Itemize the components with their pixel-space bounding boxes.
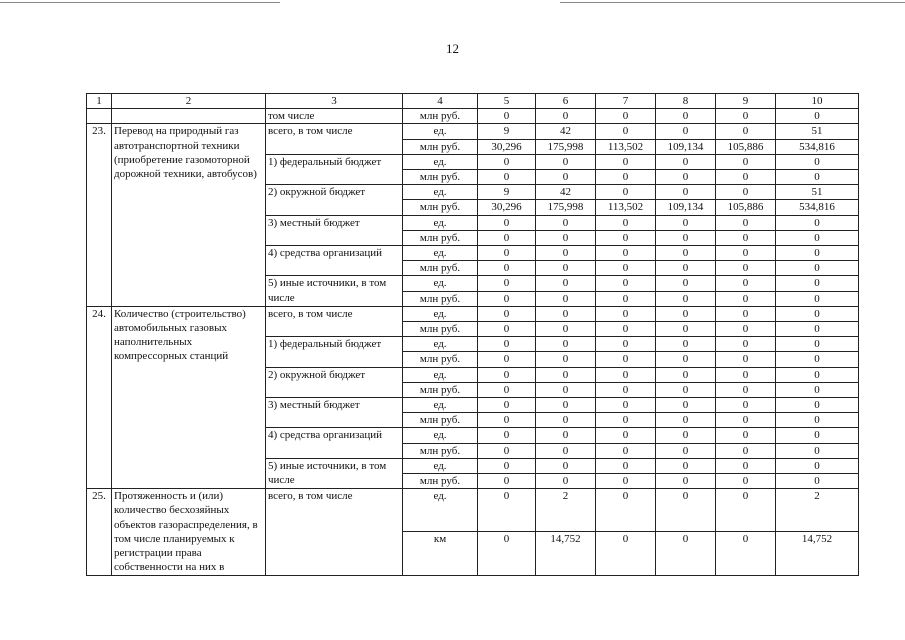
value-cell: 0	[536, 215, 596, 230]
value-cell: 0	[776, 337, 859, 352]
value-cell: 0	[716, 185, 776, 200]
value-cell: 0	[776, 261, 859, 276]
value-cell: 175,998	[536, 200, 596, 215]
unit-cell: млн руб.	[403, 200, 478, 215]
value-cell: 0	[716, 124, 776, 139]
value-cell: 0	[536, 154, 596, 169]
value-cell: 109,134	[656, 139, 716, 154]
value-cell: 0	[536, 367, 596, 382]
value-cell: 0	[776, 458, 859, 473]
value-cell: 0	[656, 261, 716, 276]
value-cell: 0	[596, 170, 656, 185]
value-cell: 0	[776, 382, 859, 397]
funding-source-label: всего, в том числе	[266, 124, 403, 154]
value-cell: 0	[596, 306, 656, 321]
value-cell: 0	[656, 474, 716, 489]
value-cell: 0	[478, 382, 536, 397]
top-rule-right	[560, 2, 905, 3]
header-cell: 3	[266, 94, 403, 109]
table-row-continuation	[87, 109, 859, 124]
value-cell: 0	[656, 458, 716, 473]
value-cell: 0	[596, 532, 656, 575]
table-body	[87, 94, 859, 576]
table-row	[87, 306, 859, 321]
value-cell: 0	[656, 322, 716, 337]
value-cell: 0	[656, 276, 716, 291]
value-cell: 0	[716, 352, 776, 367]
value-cell: 0	[478, 154, 536, 169]
header-cell: 5	[478, 94, 536, 109]
value-cell: 0	[776, 367, 859, 382]
funding-source-label: 4) средства организаций	[266, 428, 403, 458]
value-cell: 0	[478, 367, 536, 382]
value-cell: 0	[656, 413, 716, 428]
value-cell: 0	[596, 413, 656, 428]
value-cell: 14,752	[776, 532, 859, 575]
value-cell: 0	[776, 322, 859, 337]
unit-cell: ед.	[403, 367, 478, 382]
unit-cell: млн руб.	[403, 230, 478, 245]
value-cell: 30,296	[478, 139, 536, 154]
funding-source-label: 5) иные источники, в том числе	[266, 276, 403, 306]
table-row	[87, 124, 859, 139]
value-cell: 0	[716, 443, 776, 458]
value-cell: 0	[478, 261, 536, 276]
value-cell: 0	[596, 352, 656, 367]
value-cell: 0	[716, 246, 776, 261]
unit-cell: ед.	[403, 215, 478, 230]
header-cell: 1	[87, 94, 112, 109]
value-cell: 0	[478, 489, 536, 532]
value-cell: 0	[596, 367, 656, 382]
value-cell: 0	[478, 109, 536, 124]
funding-source-label: 3) местный бюджет	[266, 215, 403, 245]
value-cell: 0	[716, 306, 776, 321]
funding-source-label: 2) окружной бюджет	[266, 367, 403, 397]
value-cell: 0	[776, 428, 859, 443]
funding-source-label: всего, в том числе	[266, 306, 403, 336]
value-cell: 0	[536, 322, 596, 337]
value-cell: 0	[716, 367, 776, 382]
value-cell: 0	[596, 489, 656, 532]
value-cell: 0	[596, 124, 656, 139]
value-cell: 0	[656, 382, 716, 397]
unit-cell: млн руб.	[403, 352, 478, 367]
value-cell: 0	[776, 291, 859, 306]
funding-source-label: 1) федеральный бюджет	[266, 154, 403, 184]
value-cell: 0	[478, 276, 536, 291]
value-cell: 0	[716, 109, 776, 124]
value-cell: 0	[536, 261, 596, 276]
value-cell: 0	[716, 261, 776, 276]
value-cell: 0	[716, 458, 776, 473]
unit-cell: ед.	[403, 458, 478, 473]
unit-cell: ед.	[403, 154, 478, 169]
unit-cell: ед.	[403, 246, 478, 261]
value-cell: 0	[596, 382, 656, 397]
value-cell: 0	[716, 382, 776, 397]
value-cell: 0	[536, 382, 596, 397]
value-cell: 51	[776, 124, 859, 139]
value-cell: 2	[776, 489, 859, 532]
value-cell: 0	[656, 170, 716, 185]
value-cell: 0	[656, 532, 716, 575]
funding-source-label: 2) окружной бюджет	[266, 185, 403, 215]
value-cell: 0	[536, 428, 596, 443]
value-cell: 0	[478, 413, 536, 428]
value-cell: 0	[536, 246, 596, 261]
value-cell: 0	[776, 230, 859, 245]
value-cell: 14,752	[536, 532, 596, 575]
value-cell: 0	[536, 458, 596, 473]
value-cell: 0	[478, 352, 536, 367]
item-number: 24.	[87, 306, 112, 488]
value-cell: 0	[536, 230, 596, 245]
item-number: 25.	[87, 489, 112, 575]
value-cell: 0	[776, 170, 859, 185]
header-cell: 10	[776, 94, 859, 109]
value-cell: 0	[596, 215, 656, 230]
value-cell: 0	[656, 306, 716, 321]
unit-cell: ед.	[403, 124, 478, 139]
value-cell: 0	[478, 306, 536, 321]
value-cell: 0	[776, 306, 859, 321]
value-cell: 0	[536, 109, 596, 124]
header-cell: 6	[536, 94, 596, 109]
header-row	[87, 94, 859, 109]
value-cell: 0	[536, 398, 596, 413]
item-number-cell	[87, 109, 112, 124]
value-cell: 2	[536, 489, 596, 532]
value-cell: 0	[716, 291, 776, 306]
value-cell: 0	[536, 474, 596, 489]
unit-cell: ед.	[403, 428, 478, 443]
value-cell: 0	[776, 215, 859, 230]
budget-table	[86, 93, 859, 576]
value-cell: 0	[478, 398, 536, 413]
value-cell: 0	[716, 489, 776, 532]
item-name: Количество (строительство) автомобильных газовых наполнительных компрессорных станций	[112, 306, 266, 488]
value-cell: 0	[656, 428, 716, 443]
header-cell: 4	[403, 94, 478, 109]
value-cell: 0	[596, 230, 656, 245]
value-cell: 0	[478, 428, 536, 443]
value-cell: 0	[596, 443, 656, 458]
unit-cell: ед.	[403, 337, 478, 352]
value-cell: 0	[596, 398, 656, 413]
value-cell: 0	[716, 154, 776, 169]
funding-source-label: 4) средства организаций	[266, 246, 403, 276]
value-cell: 534,816	[776, 200, 859, 215]
value-cell: 0	[716, 428, 776, 443]
value-cell: 109,134	[656, 200, 716, 215]
header-cell: 9	[716, 94, 776, 109]
value-cell: 51	[776, 185, 859, 200]
unit-cell: ед.	[403, 398, 478, 413]
funding-source-label: 3) местный бюджет	[266, 398, 403, 428]
value-cell: 0	[596, 428, 656, 443]
value-cell: 0	[776, 109, 859, 124]
item-name: Перевод на природный газ автотранспортной техники (приобретение газомоторной дорожной техники, автобусов)	[112, 124, 266, 306]
value-cell: 0	[536, 413, 596, 428]
value-cell: 0	[716, 474, 776, 489]
value-cell: 0	[536, 352, 596, 367]
value-cell: 0	[478, 443, 536, 458]
value-cell: 0	[776, 352, 859, 367]
value-cell: 0	[716, 337, 776, 352]
value-cell: 9	[478, 185, 536, 200]
value-cell: 0	[716, 532, 776, 575]
item-name: Протяженность и (или) количество бесхозяйных объектов газораспределения, в том числе планируемых к регистрации права собственности на них в	[112, 489, 266, 575]
value-cell: 0	[536, 276, 596, 291]
page-number: 12	[446, 41, 459, 56]
unit-cell: млн руб.	[403, 139, 478, 154]
value-cell: 0	[536, 291, 596, 306]
value-cell: 0	[478, 170, 536, 185]
value-cell: 113,502	[596, 139, 656, 154]
value-cell: 113,502	[596, 200, 656, 215]
value-cell: 0	[536, 170, 596, 185]
source-label-cell: том числе	[266, 109, 403, 124]
value-cell: 0	[596, 261, 656, 276]
value-cell: 0	[716, 398, 776, 413]
unit-cell: млн руб.	[403, 261, 478, 276]
unit-cell: ед.	[403, 489, 478, 532]
value-cell: 42	[536, 185, 596, 200]
unit-cell: млн руб.	[403, 382, 478, 397]
value-cell: 0	[656, 489, 716, 532]
value-cell: 0	[656, 367, 716, 382]
value-cell: 0	[656, 154, 716, 169]
value-cell: 0	[596, 458, 656, 473]
unit-cell: млн руб.	[403, 170, 478, 185]
value-cell: 0	[716, 322, 776, 337]
value-cell: 0	[656, 185, 716, 200]
value-cell: 30,296	[478, 200, 536, 215]
value-cell: 0	[656, 230, 716, 245]
value-cell: 0	[478, 474, 536, 489]
value-cell: 0	[536, 306, 596, 321]
value-cell: 0	[776, 276, 859, 291]
funding-source-label: 1) федеральный бюджет	[266, 337, 403, 367]
value-cell: 0	[536, 337, 596, 352]
value-cell: 0	[478, 458, 536, 473]
value-cell: 0	[536, 443, 596, 458]
unit-cell: млн руб.	[403, 291, 478, 306]
unit-cell: ед.	[403, 185, 478, 200]
table-row	[87, 489, 859, 532]
value-cell: 0	[656, 246, 716, 261]
unit-cell: млн руб.	[403, 474, 478, 489]
value-cell: 0	[596, 276, 656, 291]
unit-cell: км	[403, 532, 478, 575]
value-cell: 0	[596, 322, 656, 337]
unit-cell: млн руб.	[403, 109, 478, 124]
item-number: 23.	[87, 124, 112, 306]
value-cell: 105,886	[716, 139, 776, 154]
value-cell: 0	[716, 276, 776, 291]
value-cell: 0	[716, 170, 776, 185]
value-cell: 0	[596, 154, 656, 169]
value-cell: 0	[656, 291, 716, 306]
unit-cell: ед.	[403, 276, 478, 291]
top-rule-left	[0, 2, 280, 3]
value-cell: 0	[656, 124, 716, 139]
value-cell: 0	[656, 443, 716, 458]
value-cell: 0	[478, 230, 536, 245]
value-cell: 0	[596, 246, 656, 261]
value-cell: 175,998	[536, 139, 596, 154]
value-cell: 0	[478, 532, 536, 575]
funding-source-label: 5) иные источники, в том числе	[266, 458, 403, 488]
header-cell: 8	[656, 94, 716, 109]
value-cell: 0	[776, 443, 859, 458]
value-cell: 0	[776, 246, 859, 261]
value-cell: 0	[776, 154, 859, 169]
value-cell: 0	[716, 215, 776, 230]
value-cell: 0	[656, 337, 716, 352]
funding-source-label: всего, в том числе	[266, 489, 403, 575]
value-cell: 0	[596, 474, 656, 489]
value-cell: 105,886	[716, 200, 776, 215]
header-cell: 7	[596, 94, 656, 109]
value-cell: 0	[478, 337, 536, 352]
value-cell: 0	[478, 215, 536, 230]
value-cell: 0	[656, 398, 716, 413]
value-cell: 0	[776, 474, 859, 489]
value-cell: 0	[478, 291, 536, 306]
value-cell: 0	[656, 215, 716, 230]
value-cell: 9	[478, 124, 536, 139]
value-cell: 0	[596, 109, 656, 124]
value-cell: 534,816	[776, 139, 859, 154]
value-cell: 0	[716, 230, 776, 245]
item-name-cell	[112, 109, 266, 124]
unit-cell: млн руб.	[403, 322, 478, 337]
value-cell: 0	[776, 413, 859, 428]
value-cell: 0	[478, 246, 536, 261]
value-cell: 0	[656, 109, 716, 124]
value-cell: 42	[536, 124, 596, 139]
value-cell: 0	[656, 352, 716, 367]
value-cell: 0	[596, 185, 656, 200]
unit-cell: млн руб.	[403, 413, 478, 428]
value-cell: 0	[716, 413, 776, 428]
value-cell: 0	[776, 398, 859, 413]
value-cell: 0	[596, 291, 656, 306]
header-cell: 2	[112, 94, 266, 109]
value-cell: 0	[596, 337, 656, 352]
unit-cell: млн руб.	[403, 443, 478, 458]
value-cell: 0	[478, 322, 536, 337]
unit-cell: ед.	[403, 306, 478, 321]
